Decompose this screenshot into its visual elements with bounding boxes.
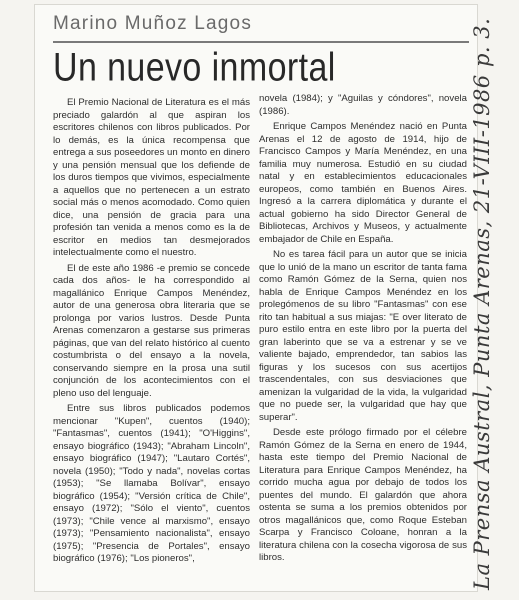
paragraph: Desde este prólogo firmado por el célebre Ramón Gómez de la Serna en enero de 1944, hasta este tiempo del Premio Nacional de Literatura para Enrique Campos Menéndez, ha corrido mucha agua por debajo de todos los puentes del mundo. El galardón que ahora ostenta se suma a los premios obtenidos por otros magallánicos que, como Roque Esteban Scarpa y Francisco Coloane, honran a la literatura chilena con la cosecha vigorosa de sus libros.	[259, 427, 467, 563]
right-column	[259, 93, 467, 568]
author-byline: Marino Muñoz Lagos	[53, 13, 253, 34]
paragraph: novela (1984); y "Aguilas y cóndores", novela (1986).	[259, 93, 467, 117]
newspaper-clipping	[34, 4, 478, 592]
article-title: Un nuevo inmortal	[53, 45, 336, 90]
paragraph: Entre sus libros publicados podemos mencionar "Kupen", cuentos (1940); "Fantasmas", cuentos (1941); "O'Higgins", ensayo biográfico (1943); "Abraham Lincoln", ensayo biográfico (1947); "Lautaro Cortés", novela (1950); "Todo y nada", novelas cortas (1953); "Se llamaba Bolívar", ensayo biográfico (1954); "Versión crítica de Chile", ensayo (1972); "Sólo el viento", cuentos (1973); "Chile vence al marxismo", ensayo (1973); "Pensamiento nacionalista", ensayo (1975); "Presencia de Portales", ensayo biográfico (1976); "Los pioneros",	[53, 403, 250, 564]
paragraph: Enrique Campos Menéndez nació en Punta Arenas el 12 de agosto de 1914, hijo de Francisco Campos y María Menéndez, en una familia muy numerosa. Estudió en su ciudad natal y en establecimientos educacionales europeos, como también en Buenos Aires. Ingresó a la carrera diplomática y durante el actual gobierno ha sido Director General de Bibliotecas, Archivos y Museos, y actualmente embajador de Chile en España.	[259, 121, 467, 245]
left-column	[53, 97, 250, 569]
paragraph: No es tarea fácil para un autor que se inicia que lo unió de la mano un escritor de tanta fama como Ramón Gómez de la Serna, quien nos habla de Enrique Campos Menéndez en los prolegómenos de su libro "Fantasmas" con ese rito tan habitual a sus miajas: "E over literato de puro estilo entra en este libro por la puerta del gran laberinto que se va a estrenar y se ve valiente bajado, emprendedor, tan sabios las figuras y los sucesos con sus acertijos trascendentales, con sus desviaciones que amenizan la vulgaridad de la vida, la vulgaridad que no puede ser, la vulgaridad que hay que superar".	[259, 249, 467, 423]
paragraph: El Premio Nacional de Literatura es el más preciado galardón al que aspiran los escritores chilenos con libros publicados. Por lo demás, es la única recompensa que entrega a sus poseedores un monto en dinero y una pensión mensual que los defiende de los duros tiempos que vivimos, especialmente a aquellos que no pertenecen a un estrato social más o menos acomodado. Como quien dice, una pensión de gracia para una profesión tan venida a menos como es la de escritor en medios tan desmejorados intelectualmente como el nuestro.	[53, 97, 250, 258]
byline-rule	[53, 41, 469, 43]
paragraph: El de este año 1986 -e premio se concede cada dos años- le ha correspondido al magallánico Enrique Campos Menéndez, autor de una generosa obra literaria que se prolonga por varios lustros. Desde Punta Arenas comenzaron a gestarse sus primeras páginas, que van del relato histórico al cuento costumbrista o del ensayo a la novela, conservando siempre en la prosa una sutil conjunción de los acontecimientos con el pleno uso del lenguaje.	[53, 262, 250, 399]
handwritten-source-note: La Prensa Austral, Punta Arenas, 21-VIII-1986 p. 3.	[470, 17, 494, 590]
